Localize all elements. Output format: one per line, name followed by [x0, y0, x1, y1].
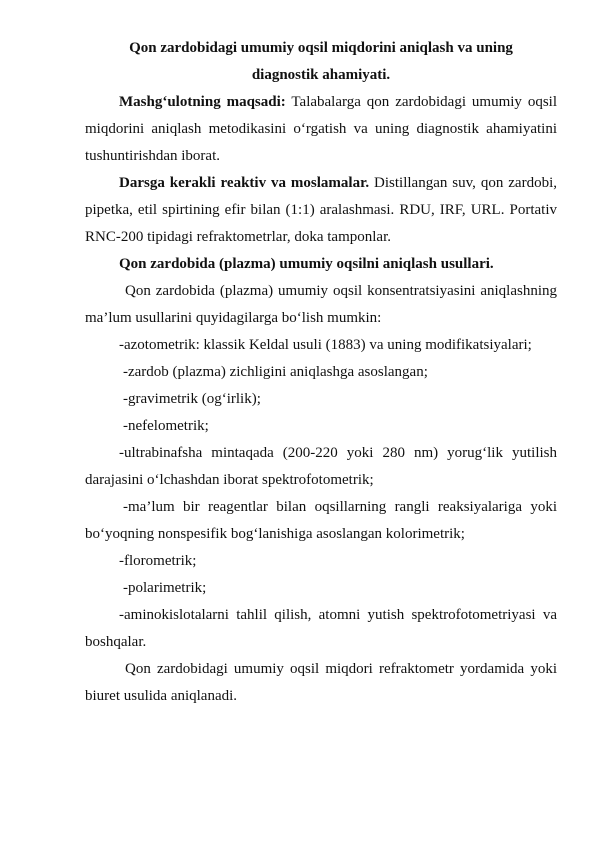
method-item: -ma’lum bir reagentlar bilan oqsillarning rangli reaksiyalariga yoki bo‘yoqning nonspesifik bog‘lanishiga asoslangan kolorimetrik;: [85, 499, 557, 542]
aim-paragraph: [85, 89, 557, 170]
method-item: -gravimetrik (og‘irlik);: [123, 391, 261, 407]
method-item: -polarimetrik;: [123, 580, 207, 596]
methods-heading: Qon zardobida (plazma) umumiy oqsilni aniqlash usullari.: [119, 256, 494, 272]
conclusion-paragraph: Qon zardobidagi umumiy oqsil miqdori refraktometr yordamida yoki biuret usulida aniqlanadi.: [85, 661, 557, 704]
title-line-1: Qon zardobidagi umumiy oqsil miqdorini aniqlash va uning: [129, 40, 513, 56]
reagents-text: Distillangan suv, qon zardobi, pipetka, etil spirtining efir bilan (1:1) aralashmasi. RDU, IRF, URL. Portativ RNC-200 tipidagi refraktometrlar, doka tamponlar.: [85, 175, 557, 245]
aim-label: Mashg‘ulotning maqsadi:: [119, 94, 286, 110]
method-item: -azotometrik: klassik Keldal usuli (1883) va uning modifikatsiyalari;: [119, 337, 532, 353]
method-item: -ultrabinafsha mintaqada (200-220 yoki 280 nm) yorug‘lik yutilish darajasini o‘lchashdan iborat spektrofotometrik;: [85, 445, 557, 488]
method-item: -nefelometrik;: [123, 418, 209, 434]
document-title: [85, 35, 557, 89]
intro-paragraph: Qon zardobida (plazma) umumiy oqsil konsentratsiyasini aniqlashning ma’lum usullarini quyidagilarga bo‘lish mumkin:: [85, 283, 557, 326]
method-item: -aminokislotalarni tahlil qilish, atomni yutish spektrofotometriyasi va boshqalar.: [85, 607, 557, 650]
aim-text: Talabalarga qon zardobidagi umumiy oqsil miqdorini aniqlash metodikasini o‘rgatish va uning diagnostik ahamiyatini tushuntirishdan iborat.: [85, 94, 557, 164]
title-line-2: diagnostik ahamiyati.: [251, 67, 391, 83]
reagents-paragraph: [85, 170, 557, 251]
document-page: [85, 35, 557, 710]
reagents-label: Darsga kerakli reaktiv va moslamalar.: [119, 175, 370, 191]
method-item: -zardob (plazma) zichligini aniqlashga asoslangan;: [123, 364, 428, 380]
method-item: -florometrik;: [119, 553, 197, 569]
